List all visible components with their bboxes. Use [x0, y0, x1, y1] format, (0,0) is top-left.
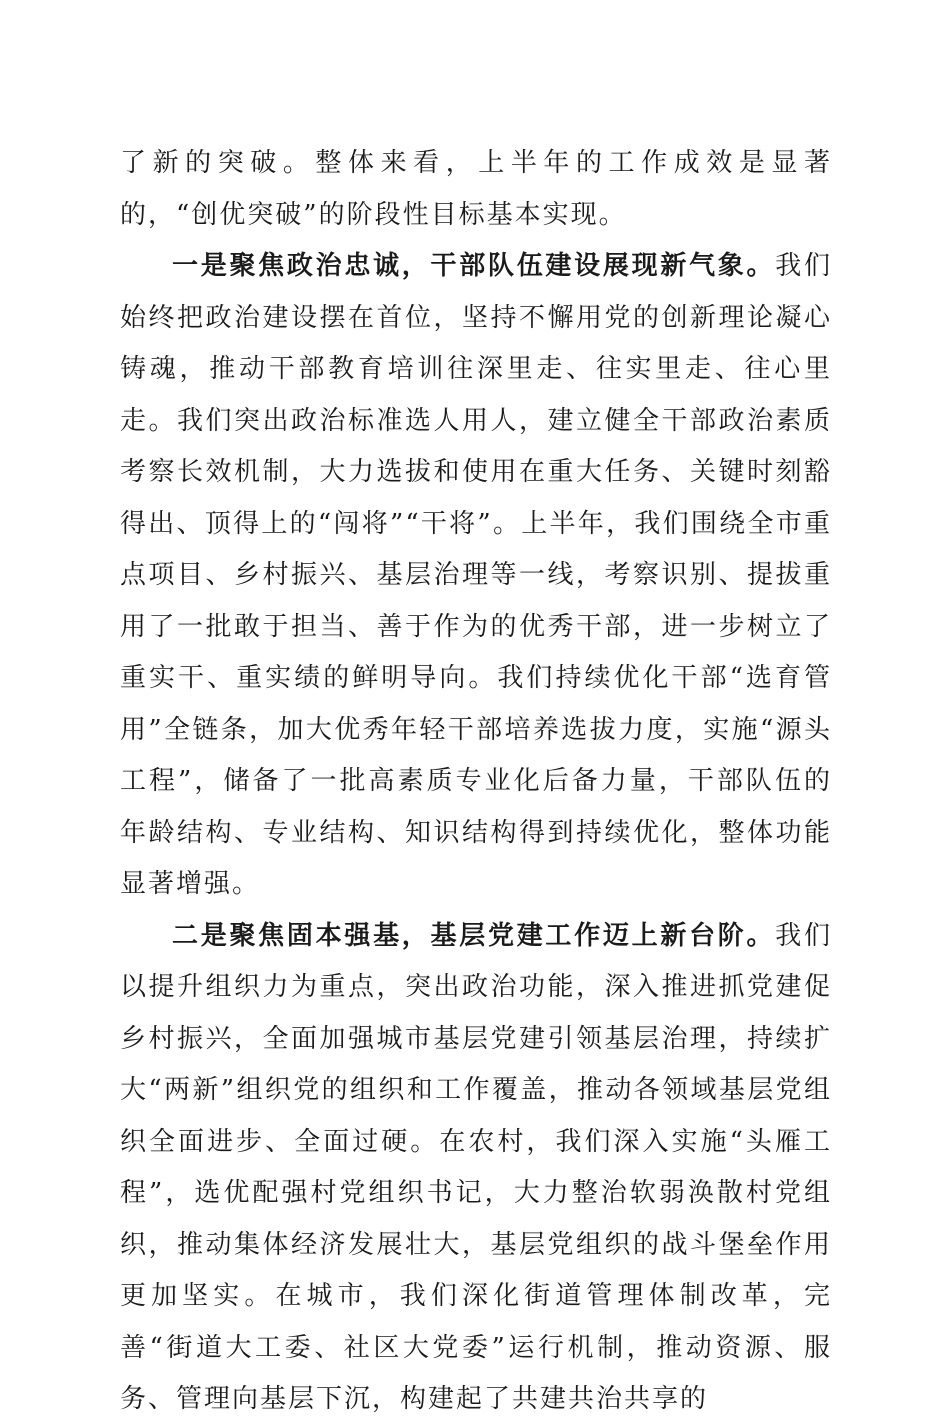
paragraph-continuation — [120, 138, 832, 241]
paragraph-lead: 二是聚焦固本强基，基层党建工作迈上新台阶。 — [172, 920, 776, 951]
paragraph-text: 了新的突破。整体来看，上半年的工作成效是显著的，“创优突破”的阶段性目标基本实现。 — [120, 148, 832, 230]
paragraph-text: 我们以提升组织力为重点，突出政治功能，深入推进抓党建促乡村振兴，全面加强城市基层党建引领基层治理，持续扩大“两新”组织党的组织和工作覆盖，推动各领域基层党组织全面进步、全面过硬。在农村，我们深入实施“头雁工程”，选优配强村党组织书记，大力整治软弱涣散村党组织，推动集体经济发展壮大，基层党组织的战斗堡垒作用更加坚实。在城市，我们深化街道管理体制改革，完善“街道大工委、社区大党委”运行机制，推动资源、服务、管理向基层下沉，构建起了共建共治共享的 — [120, 920, 832, 1414]
paragraph-text: 我们始终把政治建设摆在首位，坚持不懈用党的创新理论凝心铸魂，推动干部教育培训往深里走、往实里走、往心里走。我们突出政治标准选人用人，建立健全干部政治素质考察长效机制，大力选拔和使用在重大任务、关键时刻豁得出、顶得上的“闯将”“干将”。上半年，我们围绕全市重点项目、乡村振兴、基层治理等一线，考察识别、提拔重用了一批敢于担当、善于作为的优秀干部，进一步树立了重实干、重实绩的鲜明导向。我们持续优化干部“选育管用”全链条，加大优秀年轻干部培养选拔力度，实施“源头工程”，储备了一批高素质专业化后备力量，干部队伍的年龄结构、专业结构、知识结构得到持续优化，整体功能显著增强。 — [120, 251, 832, 899]
paragraph-grassroots — [120, 911, 832, 1426]
document-body — [120, 138, 832, 1426]
paragraph-political-loyalty — [120, 241, 832, 911]
paragraph-lead: 一是聚焦政治忠诚，干部队伍建设展现新气象。 — [172, 251, 776, 281]
